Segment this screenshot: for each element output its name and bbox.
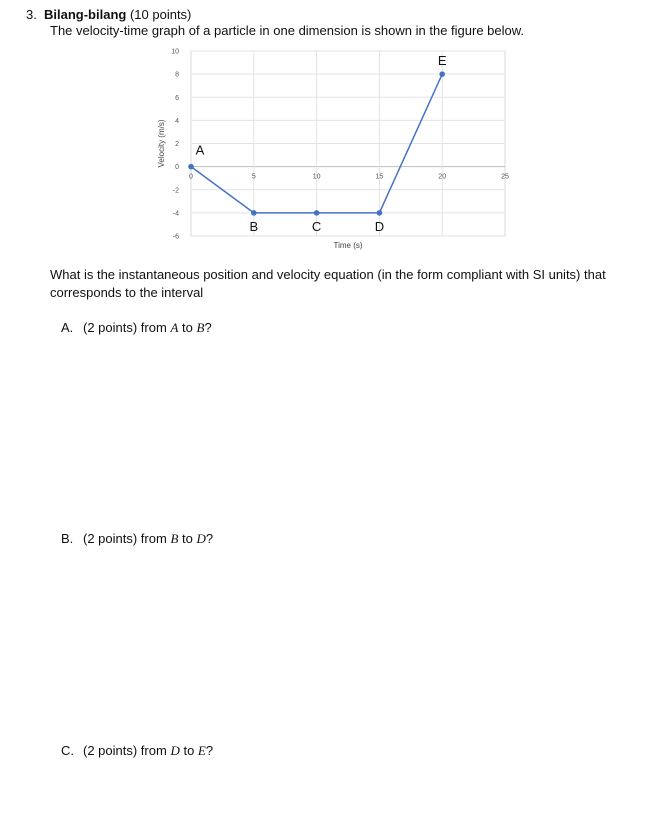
part-b <box>61 531 213 547</box>
part-a-connector: to <box>182 320 193 335</box>
x-tick-label: 5 <box>251 173 256 181</box>
question-points: (10 points) <box>129 7 192 22</box>
y-tick-label: 8 <box>175 71 179 79</box>
y-axis-title: Velocity (m/s) <box>157 119 166 168</box>
part-b-letter: B. <box>61 531 74 546</box>
part-c <box>61 743 213 759</box>
part-c-suffix: ? <box>205 743 214 758</box>
x-tick-label: 25 <box>501 173 509 181</box>
chart-ticks <box>171 49 509 241</box>
y-tick-label: 2 <box>175 141 179 148</box>
part-b-from: B <box>170 531 179 546</box>
y-tick-label: -4 <box>172 210 179 218</box>
point-label-a: A <box>195 142 205 158</box>
x-tick-label: 15 <box>375 173 384 181</box>
question-number: 3. <box>26 7 37 22</box>
x-axis-title: Time (s) <box>333 241 363 250</box>
y-tick-label: -6 <box>172 233 179 241</box>
data-point-c <box>314 210 320 216</box>
point-label-e: E <box>437 53 447 69</box>
part-a-suffix: ? <box>204 320 212 335</box>
data-point-e <box>439 71 445 77</box>
part-a-text: (2 points) from <box>83 320 167 335</box>
x-tick-label: 0 <box>189 173 193 181</box>
point-label-c: C <box>311 218 322 234</box>
y-tick-label: 0 <box>175 164 179 172</box>
velocity-time-chart <box>150 40 520 255</box>
part-a-from: A <box>170 320 179 335</box>
part-a <box>61 320 212 336</box>
part-a-to: B <box>196 320 205 335</box>
part-b-suffix: ? <box>205 531 214 546</box>
y-tick-label: 6 <box>175 94 179 102</box>
question-title: Bilang-bilang <box>44 7 127 22</box>
question-intro: The velocity-time graph of a particle in one dimension is shown in the figure below. <box>50 23 525 38</box>
part-c-from: D <box>170 743 180 758</box>
part-c-text: (2 points) from <box>83 743 167 758</box>
part-c-letter: C. <box>61 743 74 758</box>
point-label-b: B <box>249 218 259 234</box>
part-b-connector: to <box>182 531 193 546</box>
part-c-connector: to <box>183 743 195 758</box>
part-b-to: D <box>196 531 206 546</box>
question-header <box>26 7 191 22</box>
y-tick-label: -2 <box>172 187 179 195</box>
point-label-d: D <box>374 218 385 234</box>
data-point-d <box>377 210 383 216</box>
data-point-b <box>251 210 257 216</box>
x-tick-label: 10 <box>312 173 321 181</box>
data-point-a <box>188 164 194 170</box>
part-a-letter: A. <box>61 320 74 335</box>
y-tick-label: 4 <box>175 117 179 125</box>
question-prompt: What is the instantaneous position and velocity equation (in the form compliant with SI units) that corresponds to the interval <box>50 267 606 300</box>
chart-grid <box>191 51 505 236</box>
part-c-to: E <box>197 743 206 758</box>
part-b-text: (2 points) from <box>83 531 167 546</box>
y-tick-label: 10 <box>171 48 179 56</box>
x-tick-label: 20 <box>438 173 447 181</box>
